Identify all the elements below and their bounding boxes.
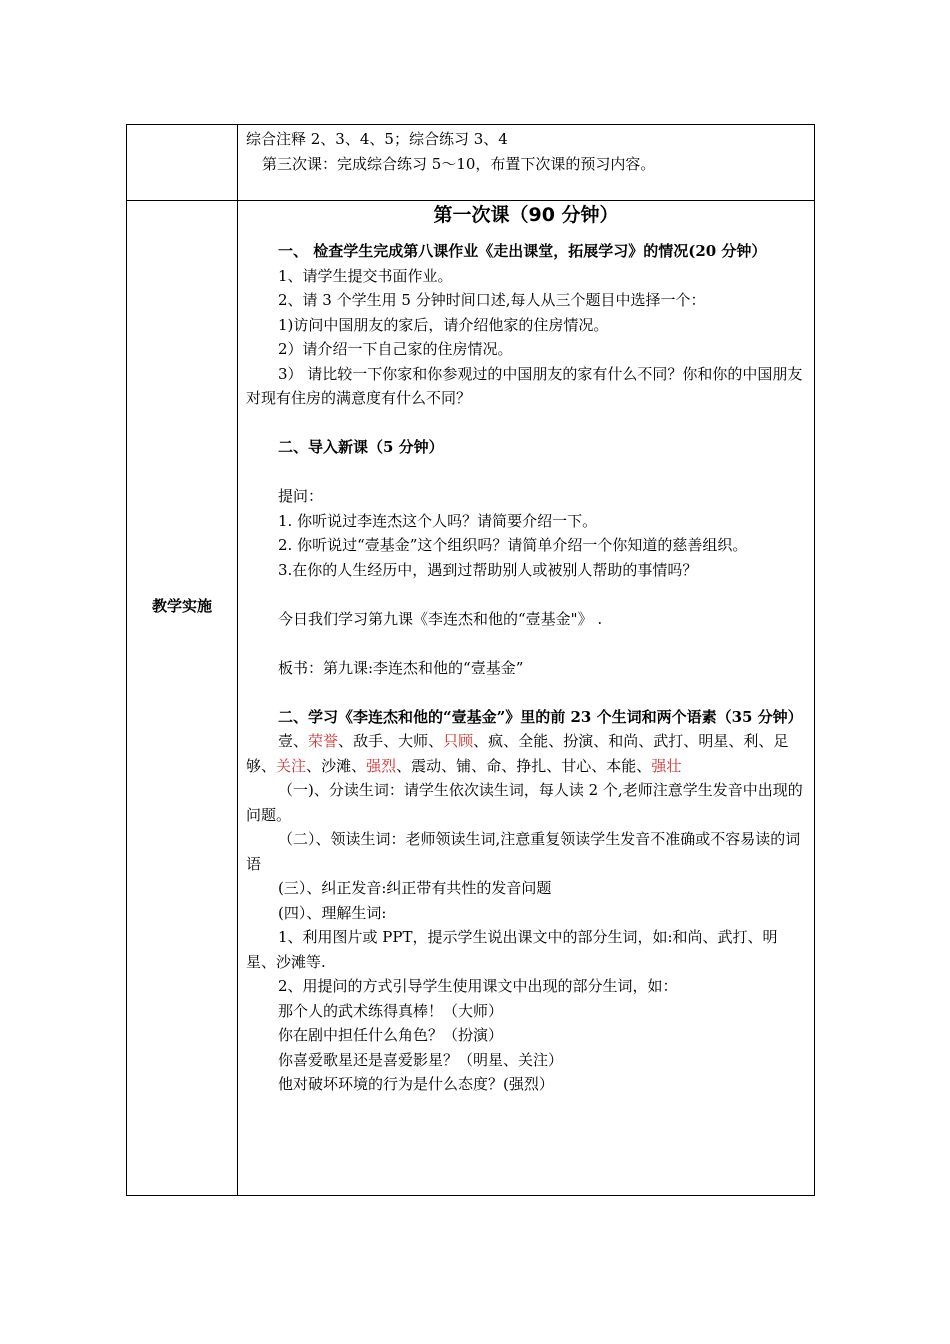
vocab-word: 强壮 <box>651 756 682 775</box>
vocab-word: 利 <box>743 732 759 750</box>
vocab-word: 沙滩 <box>321 756 352 775</box>
vocab-word: 和尚 <box>608 732 639 750</box>
example-question: 他对破坏环境的行为是什么态度？(强烈） <box>278 1075 554 1093</box>
example-question: 你在剧中担任什么角色？（扮演） <box>278 1026 504 1044</box>
vocab-word: 强烈 <box>366 756 397 775</box>
step: （一)、分读生词：请学生依次读生词，每人读 2 个,老师注意学生发音中出现的问题。 <box>246 781 803 824</box>
column-divider <box>237 125 238 1195</box>
vocab-word: 铺 <box>456 756 472 775</box>
vocab-word: 命 <box>486 756 502 775</box>
vocab-list: 壹、荣誉、敌手、大师、只顾、疯、全能、扮演、和尚、武打、明星、利、足够、关注、沙滩、强烈、震动、铺、命、挣扎、甘心、本能、强壮 <box>246 732 789 775</box>
today-lesson: 今日我们学习第九课《李连杰和他的“壹基金"》 . <box>278 609 603 628</box>
vocab-word: 只顾 <box>443 732 474 750</box>
section3-heading: 二、学习《李连杰和他的“壹基金”》里的前 23 个生词和两个语素（35 分钟） <box>278 707 803 726</box>
vocab-word: 全能 <box>518 732 549 750</box>
section1-line: 3） 请比较一下你家和你参观过的中国朋友的家有什么不同？你和你的中国朋友对现有住房的满意度有什么不同？ <box>246 364 803 407</box>
step: （二）、领读生词：老师领读生词,注意重复领读学生发音不准确或不容易读的词语 <box>246 830 801 873</box>
prev-line-1: 综合注释 2、3、4、5；综合练习 3、4 <box>246 130 508 148</box>
step: (四）、理解生词: <box>278 903 387 922</box>
step: 1、利用图片或 PPT，提示学生说出课文中的部分生词，如:和尚、武打、明星、沙滩等. <box>246 928 778 971</box>
row-label-teaching: 教学实施 <box>151 597 212 615</box>
board-writing: 板书：第九课:李连杰和他的“壹基金” <box>278 658 524 677</box>
lesson-title: 第一次课（90 分钟） <box>433 204 619 226</box>
questions-intro: 提问： <box>278 487 324 505</box>
vocab-word: 震动 <box>411 756 442 775</box>
vocab-word: 壹 <box>278 732 294 750</box>
section1-line: 2、请 3 个学生用 5 分钟时间口述,每人从三个题目中选择一个： <box>278 291 706 309</box>
example-question: 那个人的武术练得真棒！（大师） <box>278 1001 504 1020</box>
section1-heading: 一、 检查学生完成第八课作业《走出课堂，拓展学习》的情况(20 分钟） <box>278 242 767 260</box>
question: 1. 你听说过李连杰这个人吗？请简要介绍一下。 <box>278 511 598 530</box>
step: (三）、纠正发音:纠正带有共性的发音问题 <box>278 879 552 897</box>
question: 3.在你的人生经历中，遇到过帮助别人或被别人帮助的事情吗？ <box>278 560 698 579</box>
vocab-word: 足够 <box>246 732 789 775</box>
vocab-word: 疯 <box>488 732 504 750</box>
vocab-word: 荣誉 <box>308 732 339 750</box>
example-question: 你喜爱歌星还是喜爱影星？（明星、关注） <box>278 1050 564 1069</box>
prev-row-content <box>246 127 806 176</box>
vocab-word: 本能 <box>606 756 637 775</box>
prev-line-2: 第三次课：完成综合练习 5～10，布置下次课的预习内容。 <box>262 154 656 173</box>
vocab-word: 关注 <box>276 756 307 775</box>
vocab-word: 扮演 <box>563 732 594 750</box>
vocab-word: 大师 <box>398 732 429 750</box>
vocab-word: 甘心 <box>561 756 592 775</box>
vocab-word: 敌手 <box>353 732 384 750</box>
section1-line: 1、请学生提交书面作业。 <box>278 266 453 285</box>
vocab-word: 明星 <box>698 732 729 750</box>
step: 2、用提问的方式引导学生使用课文中出现的部分生词，如： <box>278 977 678 995</box>
vocab-word: 武打 <box>653 732 684 750</box>
question: 2. 你听说过“壹基金”这个组织吗？请简单介绍一个你知道的慈善组织。 <box>278 536 748 554</box>
section1-line: 1)访问中国朋友的家后，请介绍他家的住房情况。 <box>278 315 609 334</box>
main-content <box>246 201 806 1097</box>
section1-line: 2）请介绍一下自己家的住房情况。 <box>278 340 513 358</box>
vocab-word: 挣扎 <box>516 756 547 775</box>
section2-heading: 二、导入新课（5 分钟） <box>278 438 444 456</box>
lesson-table <box>126 124 815 1196</box>
